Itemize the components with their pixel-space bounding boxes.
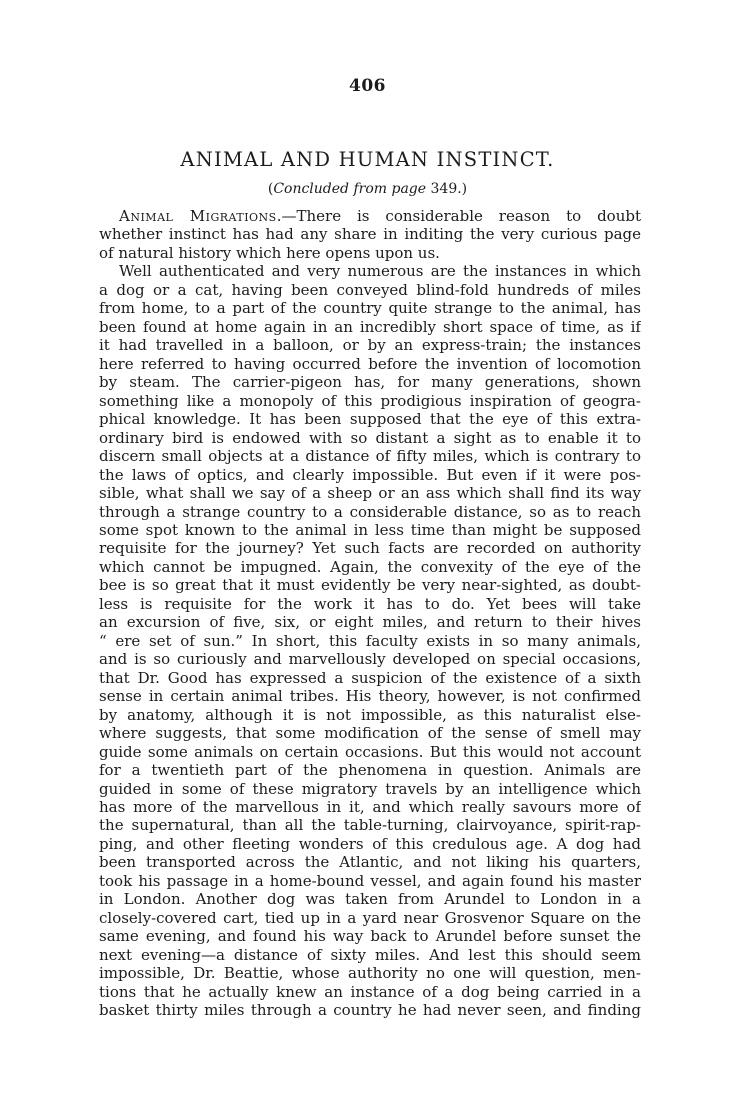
text-line: it had travelled in a balloon, or by an express-train; the instances [99, 336, 641, 355]
text-line: bee is so great that it must evidently be very near-sighted, as doubt- [99, 576, 641, 595]
text-line: of natural history which here opens upon us. [99, 243, 440, 262]
subtitle-page-ref: 349.) [426, 181, 468, 197]
article-body [99, 207, 641, 1020]
text-line: phical knowledge. It has been supposed that the eye of this extra- [99, 410, 641, 429]
text-line: has more of the marvellous in it, and which really savours more of [99, 798, 641, 816]
text-line: next evening—a distance of sixty miles. And lest this should seem [99, 945, 641, 964]
text-line: sense in certain animal tribes. His theory, however, is not confirmed [99, 687, 641, 706]
article-subtitle [0, 181, 735, 197]
text-line: discern small objects at a distance of fifty miles, which is contrary to [99, 447, 641, 466]
text-line: where suggests, that some modification of the sense of smell may [99, 724, 641, 743]
text-line: in London. Another dog was taken from Arundel to London in a [99, 890, 641, 909]
text-line: from home, to a part of the country quite strange to the animal, has [99, 299, 641, 318]
text-line: ordinary bird is endowed with so distant a sight as to enable it to [99, 428, 641, 447]
text-line: the laws of optics, and clearly impossible. But even if it were pos- [99, 465, 641, 484]
text-line: “ ere set of sun.” In short, this faculty exists in so many animals, [99, 631, 641, 650]
text-line: whether instinct has had any share in inditing the very curious page [99, 225, 641, 244]
text-line: guided in some of these migratory travels by an intelligence which [99, 779, 641, 798]
text-line: here referred to having occurred before the invention of locomotion [99, 354, 641, 373]
text-line: Animal Migrations.—There is considerable reason to doubt [119, 207, 641, 225]
text-line: by steam. The carrier-pigeon has, for many generations, shown [99, 373, 641, 392]
text-line: tions that he actually knew an instance of a dog being carried in a [99, 982, 641, 1001]
text-line: something like a monopoly of this prodigious inspiration of geogra- [99, 391, 641, 410]
text-line: ping, and other fleeting wonders of this credulous age. A dog had [99, 834, 641, 853]
text-line: closely-covered cart, tied up in a yard near Grosvenor Square on the [99, 908, 641, 927]
text-line: a dog or a cat, having been conveyed blind-fold hundreds of miles [99, 280, 641, 299]
text-line: an excursion of five, six, or eight miles, and return to their hives [99, 613, 641, 632]
text-line: Well authenticated and very numerous are the instances in which [119, 262, 641, 281]
text-line: less is requisite for the work it has to do. Yet bees will take [99, 594, 641, 613]
page-number: 406 [349, 76, 386, 96]
text-line: some spot known to the animal in less time than might be supposed [99, 520, 641, 539]
text-line: been transported across the Atlantic, and not liking his quarters, [99, 853, 641, 872]
text-line: guide some animals on certain occasions. But this would not account [99, 742, 641, 761]
text-line: through a strange country to a considerable distance, so as to reach [99, 502, 641, 521]
text-line: which cannot be impugned. Again, the convexity of the eye of the [99, 557, 641, 576]
text-line: for a twentieth part of the phenomena in question. Animals are [99, 761, 641, 780]
text-line: took his passage in a home-bound vessel, and again found his master [99, 871, 641, 890]
text-line: been found at home again in an incredibly short space of time, as if [99, 317, 641, 336]
text-line: basket thirty miles through a country he had never seen, and finding [99, 1001, 641, 1020]
text-line: sible, what shall we say of a sheep or an ass which shall find its way [99, 484, 641, 503]
text-line: and is so curiously and marvellously developed on special occasions, [99, 650, 641, 669]
text-line: requisite for the journey? Yet such facts are recorded on authority [99, 539, 641, 558]
subtitle-open: ( [267, 181, 274, 197]
subtitle-concluded: Concluded from page [273, 181, 427, 197]
text-line: that Dr. Good has expressed a suspicion of the existence of a sixth [99, 668, 641, 687]
text-line: same evening, and found his way back to Arundel before sunset the [99, 927, 641, 946]
text-line: by anatomy, although it is not impossible, as this naturalist else- [99, 705, 641, 724]
article-title: ANIMAL AND HUMAN INSTINCT. [180, 148, 555, 171]
section-head: Animal Migrations [119, 207, 277, 225]
text-line: impossible, Dr. Beattie, whose authority no one will question, men- [99, 964, 641, 983]
text-line: the supernatural, than all the table-turning, clairvoyance, spirit-rap- [99, 816, 641, 835]
